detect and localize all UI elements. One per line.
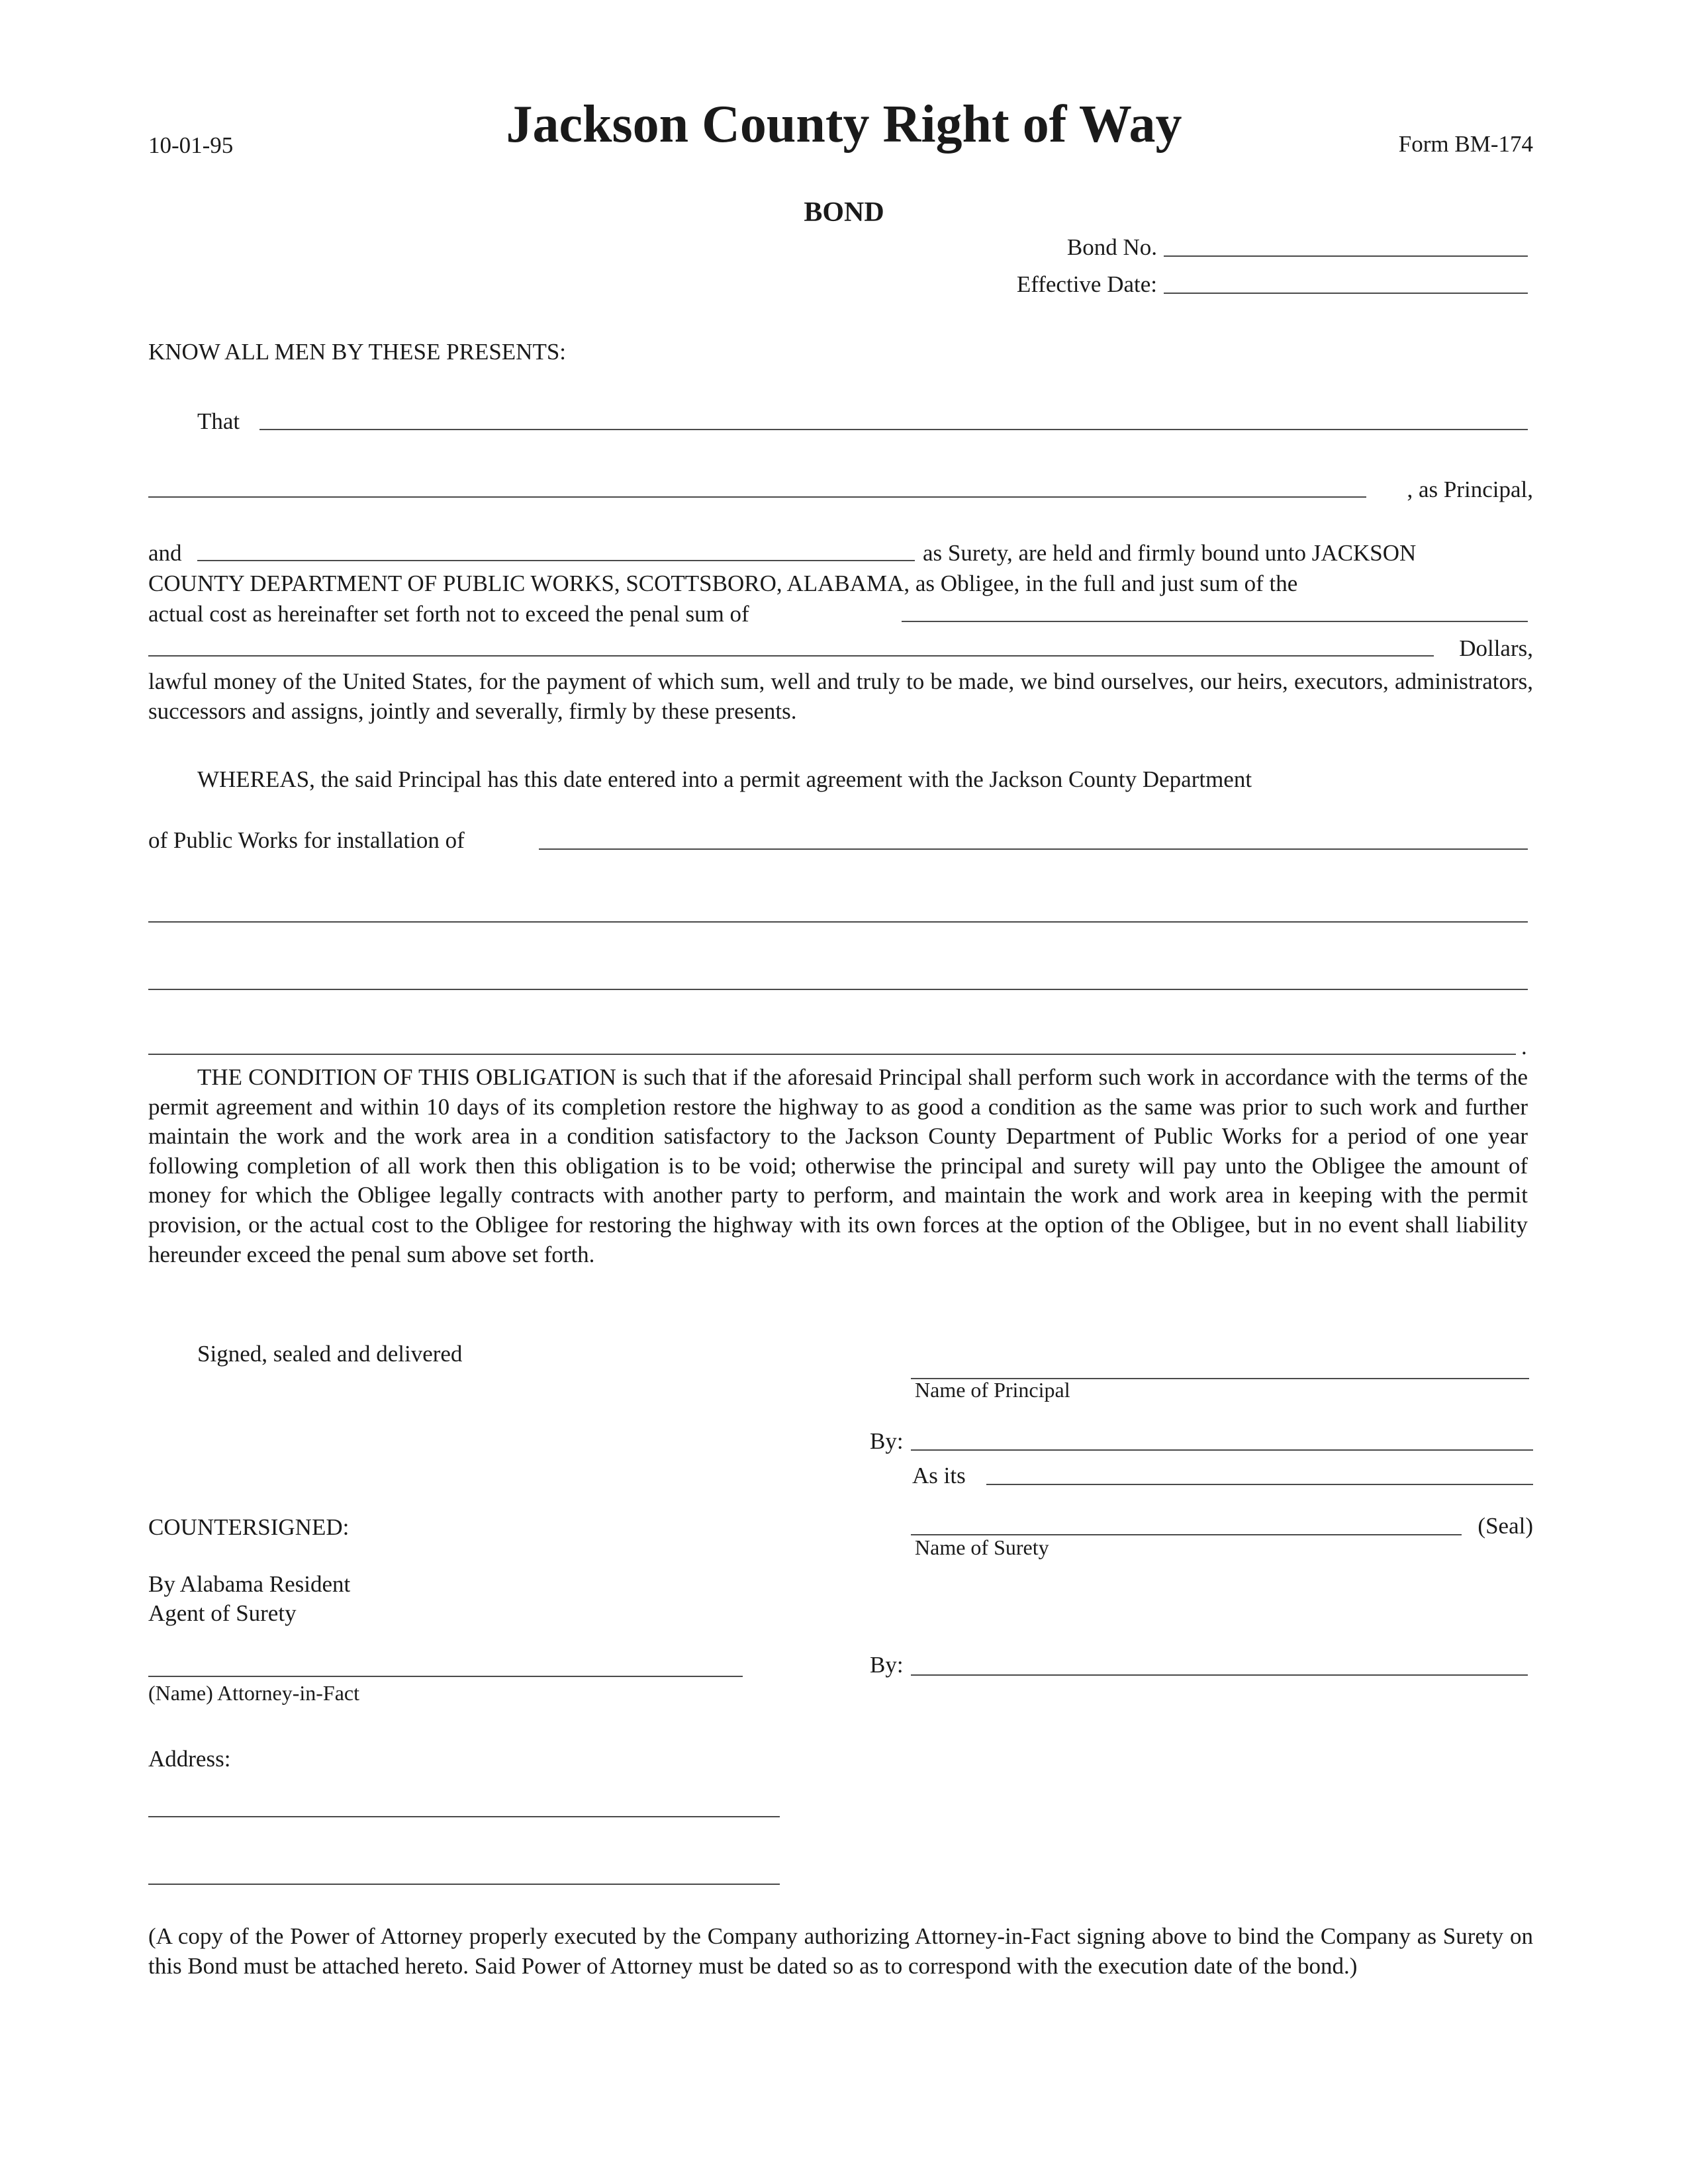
- as-its-field[interactable]: [986, 1484, 1533, 1485]
- address-label: Address:: [148, 1746, 231, 1772]
- principal-name-field-2[interactable]: [148, 496, 1366, 498]
- surety-text: as Surety, are held and firmly bound unto JACKSON: [923, 540, 1417, 566]
- principal-by-field[interactable]: [911, 1449, 1533, 1451]
- date-code: 10-01-95: [148, 132, 234, 158]
- bond-subtitle: BOND: [804, 197, 884, 228]
- bond-no-label: Bond No.: [1066, 234, 1157, 260]
- effective-date-label: Effective Date:: [1016, 271, 1157, 297]
- resident-line-1: By Alabama Resident: [148, 1571, 351, 1597]
- surety-name-field[interactable]: [197, 560, 915, 561]
- attorney-in-fact-field[interactable]: [148, 1676, 743, 1677]
- form-number: Form BM-174: [1398, 131, 1533, 157]
- penal-sum-field[interactable]: [902, 621, 1528, 622]
- installation-field-1[interactable]: [539, 848, 1528, 850]
- dollars-label: Dollars,: [1459, 635, 1533, 661]
- by-label-principal: By:: [870, 1428, 904, 1454]
- installation-label: of Public Works for installation of: [148, 827, 465, 853]
- lawful-money-paragraph: lawful money of the United States, for the payment of which sum, well and truly to be made, we bind ourselves, our heirs, executors, administrators, successors and assigns, jointly and severally, firmly by these presents.: [148, 668, 1533, 724]
- page-title: Jackson County Right of Way: [506, 95, 1182, 154]
- surety-by-field[interactable]: [911, 1674, 1528, 1676]
- by-label-surety: By:: [870, 1652, 904, 1678]
- signed-text: Signed, sealed and delivered: [197, 1341, 463, 1367]
- whereas-text: WHEREAS, the said Principal has this date entered into a permit agreement with the Jackson County Department: [197, 766, 1252, 792]
- as-its-label: As its: [912, 1463, 966, 1488]
- name-of-surety-label: Name of Surety: [915, 1535, 1049, 1559]
- condition-paragraph: THE CONDITION OF THIS OBLIGATION is such that if the aforesaid Principal shall perform such work in accordance with the terms of the permit agreement and within 10 days of its completion restore the highway to as good a condition as the same was prior to such work and further maintain the work and the work area in a condition satisfactory to the Jackson County Department of Public Works for a period of one year following completion of all work then this obligation is to be void; otherwise the principal and surety will pay unto the Obligee the amount of money for which the Obligee legally contracts with another party to perform, and maintain the work and work area in keeping with the permit provision, or the actual cost to the Obligee for restoring the highway with its own forces at the option of the Obligee, but in no event shall liability hereunder exceed the penal sum above set forth.: [148, 1064, 1528, 1267]
- name-of-principal-label: Name of Principal: [915, 1378, 1070, 1402]
- effective-date-field[interactable]: [1164, 293, 1528, 294]
- installation-end-period: .: [1521, 1034, 1527, 1060]
- intro-heading: KNOW ALL MEN BY THESE PRESENTS:: [148, 339, 567, 365]
- that-label: That: [197, 408, 240, 434]
- and-label: and: [148, 540, 182, 566]
- dollars-amount-field[interactable]: [148, 655, 1434, 657]
- principal-name-field[interactable]: [259, 429, 1528, 430]
- as-principal-label: , as Principal,: [1407, 477, 1533, 502]
- penal-sum-text: actual cost as hereinafter set forth not to exceed the penal sum of: [148, 601, 749, 627]
- installation-field-3[interactable]: [148, 989, 1528, 990]
- installation-field-2[interactable]: [148, 921, 1528, 923]
- address-field-2[interactable]: [148, 1884, 780, 1885]
- seal-label: (Seal): [1477, 1513, 1533, 1539]
- bond-no-field[interactable]: [1164, 255, 1528, 257]
- resident-line-2: Agent of Surety: [148, 1600, 297, 1626]
- address-field-1[interactable]: [148, 1816, 780, 1817]
- power-of-attorney-note: (A copy of the Power of Attorney properly executed by the Company authorizing Attorney-in-Fact signing above to bind the Company as Surety on this Bond must be attached hereto. Said Power of Attorney must be dated so as to correspond with the execution date of the bond.): [148, 1923, 1533, 1979]
- countersigned-heading: COUNTERSIGNED:: [148, 1514, 350, 1540]
- attorney-in-fact-label: (Name) Attorney-in-Fact: [148, 1681, 359, 1705]
- installation-field-4[interactable]: [148, 1054, 1516, 1055]
- obligee-line: COUNTY DEPARTMENT OF PUBLIC WORKS, SCOTTSBORO, ALABAMA, as Obligee, in the full and just sum of the: [148, 570, 1298, 596]
